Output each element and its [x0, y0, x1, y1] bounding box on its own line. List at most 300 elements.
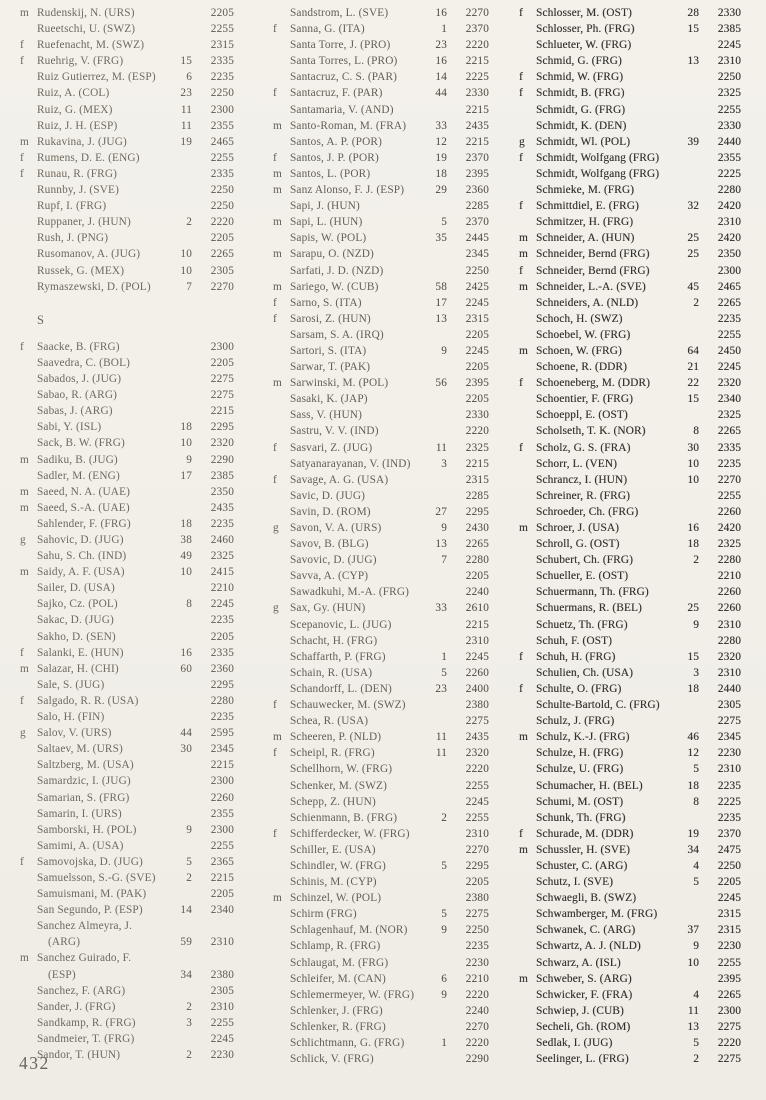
- title-flag: f: [519, 71, 523, 84]
- list-item: [20, 920, 234, 936]
- player-name: Samuelsson, S.-G. (SVE): [37, 871, 156, 884]
- player-name: Sailer, D. (USA): [37, 582, 115, 595]
- list-item: [519, 152, 741, 168]
- elo-rating: 2280: [717, 634, 741, 647]
- list-item: [273, 329, 489, 345]
- games-count: 60: [180, 662, 192, 675]
- player-name: Schmidt, Wolfgang (FRG): [536, 151, 660, 164]
- player-name: Schlenker, R. (FRG): [290, 1020, 386, 1033]
- games-count: 15: [687, 650, 699, 663]
- list-item: [519, 570, 741, 586]
- list-item: [519, 715, 741, 731]
- list-item: [20, 39, 234, 55]
- list-item: [20, 1049, 234, 1065]
- games-count: 2: [186, 1049, 192, 1061]
- player-name: Schinzel, W. (POL): [290, 892, 382, 905]
- elo-rating: 2280: [210, 694, 234, 707]
- player-name: Saeed, N. A. (UAE): [37, 485, 131, 498]
- elo-rating: 2235: [210, 517, 234, 530]
- player-name: Schroll, G. (OST): [536, 538, 620, 551]
- games-count: 46: [687, 731, 699, 744]
- elo-rating: 2220: [465, 425, 489, 438]
- player-name: Samarian, S. (FRG): [37, 791, 130, 804]
- games-count: 2: [186, 216, 192, 229]
- games-count: 6: [186, 71, 192, 84]
- elo-rating: 2225: [465, 71, 489, 84]
- games-count: 16: [180, 646, 192, 659]
- games-count: 8: [693, 425, 699, 438]
- title-flag: g: [273, 522, 279, 534]
- player-name: Samimi, A. (USA): [37, 839, 124, 852]
- list-item: [519, 908, 741, 924]
- player-name: Schauwecker, M. (SWZ): [290, 699, 406, 712]
- list-item: [20, 265, 234, 281]
- title-flag: f: [20, 55, 24, 68]
- games-count: 10: [180, 248, 192, 261]
- games-count: 27: [435, 505, 447, 518]
- list-item: [273, 120, 489, 136]
- list-item: [519, 55, 741, 71]
- player-name: Rymaszewski, D. (POL): [37, 280, 151, 293]
- elo-rating: 2355: [717, 151, 741, 164]
- elo-rating: 2315: [717, 908, 741, 921]
- title-flag: f: [20, 694, 24, 707]
- list-item: [273, 409, 489, 425]
- player-name: Santo-Roman, M. (FRA): [290, 119, 407, 132]
- player-name: Schlemermeyer, W. (FRG): [290, 988, 415, 1001]
- player-name: Rupf, I. (FRG): [37, 200, 107, 213]
- title-flag: m: [20, 485, 29, 498]
- player-name: Santos, L. (POR): [290, 167, 371, 180]
- games-count: 34: [687, 843, 699, 856]
- player-name: Schwaegli, B. (SWZ): [536, 892, 637, 905]
- player-name: Schoch, H. (SWZ): [536, 312, 623, 325]
- player-name: Sanna, G. (ITA): [290, 23, 365, 36]
- elo-rating: 2255: [717, 956, 741, 969]
- player-name: Schneider, A. (HUN): [536, 232, 635, 245]
- title-flag: m: [273, 119, 282, 132]
- list-item: [519, 667, 741, 683]
- list-item: [20, 470, 234, 486]
- player-name: Runau, R. (FRG): [37, 167, 118, 180]
- list-item: [20, 952, 234, 968]
- elo-rating: 2230: [717, 747, 741, 760]
- games-count: 21: [687, 361, 699, 374]
- player-name: Sapis, W. (POL): [290, 232, 367, 245]
- elo-rating: 2275: [465, 908, 489, 921]
- player-name: Sakac, D. (JUG): [37, 614, 114, 627]
- title-flag: f: [20, 340, 24, 353]
- elo-rating: 2210: [465, 972, 489, 985]
- list-item: [519, 297, 741, 313]
- list-item: [273, 619, 489, 635]
- games-count: 25: [687, 602, 699, 615]
- elo-rating: 2440: [717, 135, 741, 148]
- player-name: Schea, R. (USA): [290, 715, 369, 728]
- elo-rating: 2330: [465, 87, 489, 100]
- games-count: 10: [687, 956, 699, 969]
- player-name: Sass, V. (HUN): [290, 409, 362, 422]
- list-item: [20, 136, 234, 152]
- list-item: [273, 490, 489, 506]
- player-name: Sax, Gy. (HUN): [290, 602, 366, 615]
- title-flag: g: [20, 727, 26, 740]
- title-flag: f: [20, 151, 24, 164]
- elo-rating: 2230: [210, 1049, 234, 1061]
- list-item: [273, 828, 489, 844]
- elo-rating: 2320: [465, 747, 489, 760]
- list-item: [273, 458, 489, 474]
- games-count: 35: [435, 232, 447, 245]
- list-item: [20, 23, 234, 39]
- elo-rating: 2210: [717, 570, 741, 583]
- list-item: [273, 586, 489, 602]
- player-name: Sarwinski, M. (POL): [290, 377, 389, 390]
- list-item: [20, 614, 234, 630]
- elo-rating: 2205: [465, 328, 489, 341]
- player-name: Sanchez Guirado, F.: [37, 952, 132, 965]
- list-item: [519, 699, 741, 715]
- player-name: Schubert, Ch. (FRG): [536, 554, 633, 567]
- player-name: Secheli, Gh. (ROM): [536, 1020, 631, 1033]
- list-item: [273, 957, 489, 973]
- player-name: Schwartz, A. J. (NLD): [536, 940, 641, 953]
- player-name: Sadler, M. (ENG): [37, 469, 120, 482]
- elo-rating: 2245: [465, 650, 489, 663]
- player-name: Savov, B. (BLG): [290, 538, 369, 551]
- player-name: Schoeppl, E. (OST): [536, 409, 628, 422]
- list-item: [273, 989, 489, 1005]
- player-name: Schulze, U. (FRG): [536, 763, 624, 776]
- player-name: Sanchez Almeyra, J.: [37, 920, 133, 933]
- list-item: [273, 265, 489, 281]
- list-item: [519, 329, 741, 345]
- player-name: Rudenskij, N. (URS): [37, 7, 135, 19]
- games-count: 38: [180, 534, 192, 546]
- page-number: 432: [19, 1053, 50, 1073]
- player-name: Scheipl, R. (FRG): [290, 747, 375, 760]
- section-gap: [20, 329, 234, 341]
- elo-rating: 2335: [210, 55, 234, 68]
- elo-rating: 2380: [465, 892, 489, 905]
- player-name: Saltzberg, M. (USA): [37, 759, 134, 772]
- games-count: 9: [441, 344, 447, 357]
- list-item: [519, 104, 741, 120]
- elo-rating: 2255: [210, 839, 234, 852]
- player-name: Sahlender, F. (FRG): [37, 517, 131, 530]
- list-item: [273, 763, 489, 779]
- elo-rating: 2255: [465, 779, 489, 792]
- elo-rating: 2380: [210, 968, 234, 981]
- elo-rating: 2210: [210, 582, 234, 595]
- elo-rating: 2260: [717, 586, 741, 599]
- elo-rating: 2435: [210, 501, 234, 514]
- elo-rating: 2325: [717, 87, 741, 100]
- games-count: 33: [435, 119, 447, 132]
- list-item: [273, 892, 489, 908]
- player-name: Sarwar, T. (PAK): [290, 361, 371, 374]
- rating-column-1: [20, 7, 234, 1065]
- list-item: [519, 506, 741, 522]
- list-item: [20, 969, 234, 985]
- games-count: 28: [687, 7, 699, 19]
- games-count: 18: [180, 517, 192, 530]
- title-flag: m: [519, 344, 528, 357]
- list-item: [20, 373, 234, 389]
- player-name: Schmidt, G. (FRG): [536, 103, 626, 116]
- title-flag: f: [273, 87, 277, 100]
- player-name: Ruiz, G. (MEX): [37, 103, 113, 116]
- elo-rating: 2380: [465, 699, 489, 712]
- games-count: 5: [441, 859, 447, 872]
- list-item: [519, 989, 741, 1005]
- games-count: 8: [693, 795, 699, 808]
- player-name: Sabas, J. (ARG): [37, 405, 113, 418]
- elo-rating: 2305: [210, 984, 234, 997]
- list-item: [20, 281, 234, 297]
- games-count: 4: [693, 988, 699, 1001]
- elo-rating: 2260: [717, 602, 741, 615]
- elo-rating: 2445: [465, 232, 489, 245]
- player-name: Schmittdiel, E. (FRG): [536, 200, 639, 213]
- list-item: [519, 586, 741, 602]
- list-item: [519, 184, 741, 200]
- elo-rating: 2225: [717, 795, 741, 808]
- elo-rating: 2245: [717, 892, 741, 905]
- games-count: 12: [687, 747, 699, 760]
- player-name: Sander, J. (FRG): [37, 1000, 116, 1013]
- elo-rating: 2255: [717, 328, 741, 341]
- elo-rating: 2330: [465, 409, 489, 422]
- title-flag: m: [519, 248, 528, 261]
- player-name: Santos, A. P. (POR): [290, 135, 382, 148]
- list-item: [273, 442, 489, 458]
- elo-rating: 2335: [717, 441, 741, 454]
- elo-rating: 2245: [210, 1032, 234, 1045]
- list-item: [273, 635, 489, 651]
- elo-rating: 2275: [210, 373, 234, 386]
- elo-rating: 2215: [465, 135, 489, 148]
- list-item: [519, 7, 741, 23]
- title-flag: f: [519, 7, 523, 19]
- games-count: 13: [435, 312, 447, 325]
- player-name: Runnby, J. (SVE): [37, 184, 120, 197]
- list-item: [20, 1001, 234, 1017]
- player-name: Schwarz, A. (ISL): [536, 956, 621, 969]
- elo-rating: 2250: [210, 200, 234, 213]
- games-count: 10: [687, 473, 699, 486]
- list-item: [519, 1021, 741, 1037]
- games-count: 23: [180, 87, 192, 100]
- rating-column-2: [273, 7, 489, 1069]
- elo-rating: 2400: [465, 682, 489, 695]
- title-flag: f: [273, 441, 277, 454]
- list-item: [20, 792, 234, 808]
- player-name: Sabados, J. (JUG): [37, 373, 122, 386]
- title-flag: f: [273, 827, 277, 840]
- list-item: [273, 973, 489, 989]
- games-count: 23: [435, 39, 447, 52]
- elo-rating: 2240: [465, 586, 489, 599]
- title-flag: f: [273, 699, 277, 712]
- list-item: [20, 168, 234, 184]
- elo-rating: 2345: [717, 731, 741, 744]
- list-item: [519, 377, 741, 393]
- player-name: Schepp, Z. (HUN): [290, 795, 376, 808]
- list-item: [519, 828, 741, 844]
- elo-rating: 2215: [210, 759, 234, 772]
- games-count: 39: [687, 135, 699, 148]
- player-name: Schuh, H. (FRG): [536, 650, 616, 663]
- games-count: 32: [687, 200, 699, 213]
- games-count: 45: [687, 280, 699, 293]
- player-name: Schlosser, M. (OST): [536, 7, 632, 19]
- elo-rating: 2235: [210, 71, 234, 84]
- games-count: 15: [687, 23, 699, 36]
- elo-rating: 2255: [717, 103, 741, 116]
- player-name: Schifferdecker, W. (FRG): [290, 827, 410, 840]
- player-name: Sack, B. W. (FRG): [37, 437, 125, 450]
- list-item: [20, 824, 234, 840]
- player-name: Schmid, W. (FRG): [536, 71, 624, 84]
- elo-rating: 2440: [717, 682, 741, 695]
- games-count: 18: [687, 538, 699, 551]
- games-count: 30: [687, 441, 699, 454]
- elo-rating: 2240: [465, 1004, 489, 1017]
- player-name: Schulz, J. (FRG): [536, 715, 615, 728]
- player-name: Schneider, Bernd (FRG): [536, 248, 650, 261]
- elo-rating: 2230: [717, 940, 741, 953]
- elo-rating: 2220: [465, 1037, 489, 1049]
- games-count: 13: [687, 1020, 699, 1033]
- title-flag: g: [519, 135, 525, 148]
- games-count: 30: [180, 743, 192, 756]
- player-name: Saeed, S.-A. (UAE): [37, 501, 130, 514]
- list-item: [20, 775, 234, 791]
- player-name: Schumacher, H. (BEL): [536, 779, 643, 792]
- title-flag: m: [273, 892, 282, 905]
- title-flag: m: [519, 232, 528, 245]
- player-name: Schmidt, K. (DEN): [536, 119, 627, 132]
- elo-rating: 2595: [210, 727, 234, 740]
- player-name: Schutz, I. (SVE): [536, 876, 614, 889]
- list-item: [20, 216, 234, 232]
- list-item: [20, 87, 234, 103]
- player-name: Schienmann, B. (FRG): [290, 811, 398, 824]
- list-item: [519, 409, 741, 425]
- player-name: Schoen, W. (FRG): [536, 344, 622, 357]
- elo-rating: 2270: [465, 7, 489, 19]
- elo-rating: 2250: [717, 71, 741, 84]
- player-name: Schlueter, W. (FRG): [536, 39, 632, 52]
- games-count: 15: [687, 393, 699, 406]
- player-name: Schmidt, Wl. (POL): [536, 135, 631, 148]
- games-count: 25: [687, 248, 699, 261]
- player-name: Schoentier, F. (FRG): [536, 393, 634, 406]
- title-flag: m: [519, 843, 528, 856]
- elo-rating: 2245: [210, 598, 234, 611]
- elo-rating: 2230: [465, 956, 489, 969]
- list-item: [273, 538, 489, 554]
- player-name: Salo, H. (FIN): [37, 711, 105, 724]
- list-item: [273, 474, 489, 490]
- elo-rating: 2335: [210, 646, 234, 659]
- player-name: Schreiner, R. (FRG): [536, 489, 631, 502]
- elo-rating: 2255: [210, 23, 234, 36]
- player-name: Saidy, A. F. (USA): [37, 566, 125, 579]
- player-name: Santacruz, F. (PAR): [290, 87, 383, 100]
- games-count: 5: [441, 666, 447, 679]
- player-name: Seelinger, L. (FRG): [536, 1053, 629, 1066]
- games-count: 11: [180, 103, 192, 116]
- games-count: 9: [441, 924, 447, 937]
- list-item: [519, 957, 741, 973]
- title-flag: m: [273, 377, 282, 390]
- player-name: Savage, A. G. (USA): [290, 473, 389, 486]
- player-name: Schuster, C. (ARG): [536, 859, 628, 872]
- list-item: [273, 796, 489, 812]
- list-item: [519, 393, 741, 409]
- elo-rating: 2325: [717, 538, 741, 551]
- player-name: Saltaev, M. (URS): [37, 743, 123, 756]
- games-count: 5: [186, 855, 192, 868]
- list-item: [20, 502, 234, 518]
- elo-rating: 2395: [717, 972, 741, 985]
- title-flag: f: [519, 650, 523, 663]
- elo-rating: 2220: [465, 988, 489, 1001]
- elo-rating: 2205: [210, 630, 234, 643]
- player-name: Savin, D. (ROM): [290, 505, 371, 518]
- games-count: 56: [435, 377, 447, 390]
- elo-rating: 2250: [717, 859, 741, 872]
- player-name: Samardzic, I. (JUG): [37, 775, 131, 788]
- player-name: Schwanek, C. (ARG): [536, 924, 636, 937]
- player-name: Sanz Alonso, F. J. (ESP): [290, 184, 405, 197]
- player-name: Sajko, Cz. (POL): [37, 598, 118, 611]
- list-item: [273, 940, 489, 956]
- elo-rating: 2225: [717, 167, 741, 180]
- elo-rating: 2310: [717, 666, 741, 679]
- player-name: Rumens, D. E. (ENG): [37, 151, 140, 164]
- list-item: [20, 727, 234, 743]
- games-count: 2: [186, 1000, 192, 1013]
- player-name: Sabao, R. (ARG): [37, 389, 118, 402]
- player-name: Scepanovic, L. (JUG): [290, 618, 392, 631]
- elo-rating: 2420: [717, 200, 741, 213]
- list-item: [519, 731, 741, 747]
- games-count: 5: [693, 763, 699, 776]
- elo-rating: 2320: [210, 437, 234, 450]
- player-name: Schuetz, Th. (FRG): [536, 618, 628, 631]
- list-item: [273, 345, 489, 361]
- elo-rating: 2365: [210, 855, 234, 868]
- player-name: Ruiz, A. (COL): [37, 87, 110, 100]
- list-item: [519, 876, 741, 892]
- list-item: [519, 747, 741, 763]
- player-name: Schwamberger, M. (FRG): [536, 908, 658, 921]
- elo-rating: 2310: [210, 1000, 234, 1013]
- title-flag: f: [519, 200, 523, 213]
- player-name: Sabi, Y. (ISL): [37, 421, 102, 434]
- player-name: Rukavina, J. (JUG): [37, 135, 127, 148]
- list-item: [20, 631, 234, 647]
- title-flag: f: [273, 296, 277, 309]
- title-flag: m: [273, 248, 282, 261]
- elo-rating: 2245: [717, 39, 741, 52]
- list-item: [20, 55, 234, 71]
- title-flag: f: [273, 23, 277, 36]
- list-item: [519, 120, 741, 136]
